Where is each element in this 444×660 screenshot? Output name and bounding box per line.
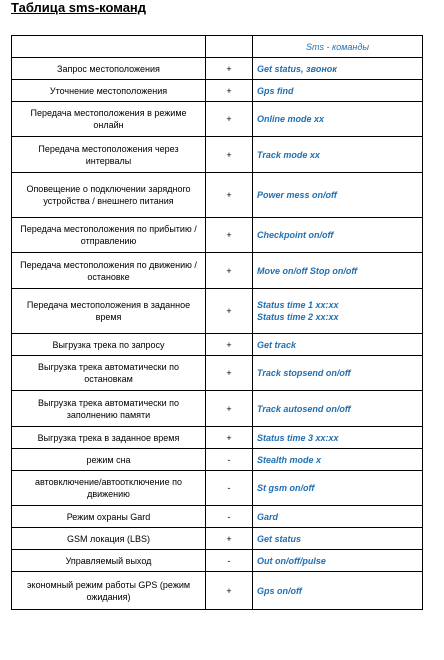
row-description: Управляемый выход xyxy=(12,550,206,572)
row-command xyxy=(253,528,423,550)
command-text: Move on/off Stop on/off xyxy=(257,265,358,276)
table-row xyxy=(12,173,423,218)
row-description: Выгрузка трека автоматически по заполнению памяти xyxy=(12,391,206,427)
row-support-mark: - xyxy=(206,550,253,572)
table-row xyxy=(12,356,423,391)
row-support-mark: + xyxy=(206,572,253,610)
row-command xyxy=(253,391,423,427)
row-support-mark: + xyxy=(206,218,253,253)
header-mark-cell xyxy=(206,36,253,58)
command-text: Status time 2 xx:xx xyxy=(257,312,339,322)
row-command xyxy=(253,137,423,173)
table-row xyxy=(12,391,423,427)
row-support-mark: + xyxy=(206,137,253,173)
row-description: Передача местоположения через интервалы xyxy=(12,137,206,173)
row-description: Выгрузка трека автоматически по остановкам xyxy=(12,356,206,391)
row-command xyxy=(253,334,423,356)
command-text: Track autosend on/off xyxy=(257,403,351,414)
row-description: Выгрузка трека в заданное время xyxy=(12,427,206,449)
command-text: St gsm on/off xyxy=(257,483,315,493)
row-support-mark: + xyxy=(206,173,253,218)
row-command xyxy=(253,102,423,137)
row-support-mark: - xyxy=(206,471,253,506)
command-text: Get track xyxy=(257,339,297,350)
table-row xyxy=(12,550,423,572)
table-row xyxy=(12,506,423,528)
row-description: Оповещение о подключении зарядного устройства / внешнего питания xyxy=(12,173,206,218)
row-support-mark: - xyxy=(206,449,253,471)
command-text: Track mode xx xyxy=(257,149,320,160)
row-support-mark: + xyxy=(206,58,253,80)
row-support-mark: + xyxy=(206,80,253,102)
row-description: GSM локация (LBS) xyxy=(12,528,206,550)
command-text: Get status xyxy=(257,533,302,544)
row-command xyxy=(253,356,423,391)
command-text: Out on/off/pulse xyxy=(257,555,326,566)
row-description: Выгрузка трека по запросу xyxy=(12,334,206,356)
command-text: Gard xyxy=(257,511,279,522)
table-row xyxy=(12,528,423,550)
row-command xyxy=(253,253,423,289)
row-command xyxy=(253,80,423,102)
row-command xyxy=(253,427,423,449)
row-support-mark: + xyxy=(206,289,253,334)
row-command xyxy=(253,289,423,334)
page-title: Таблица sms-команд xyxy=(11,0,147,15)
row-support-mark: + xyxy=(206,253,253,289)
row-command xyxy=(253,58,423,80)
row-support-mark: + xyxy=(206,427,253,449)
row-command xyxy=(253,572,423,610)
table-row xyxy=(12,58,423,80)
header-command-cell: Sms - команды xyxy=(253,36,423,58)
command-text: Checkpoint on/off xyxy=(257,230,334,240)
table-row xyxy=(12,137,423,173)
row-support-mark: + xyxy=(206,391,253,427)
table-row xyxy=(12,427,423,449)
row-description: Уточнение местоположения xyxy=(12,80,206,102)
row-support-mark: + xyxy=(206,528,253,550)
header-description-cell xyxy=(12,36,206,58)
table-row xyxy=(12,449,423,471)
row-command xyxy=(253,471,423,506)
table-row xyxy=(12,334,423,356)
row-description: режим сна xyxy=(12,449,206,471)
table-row xyxy=(12,102,423,137)
row-command xyxy=(253,449,423,471)
table-row xyxy=(12,80,423,102)
command-text: Get status, звонок xyxy=(257,63,337,74)
command-text: Online mode xx xyxy=(257,114,325,124)
sms-commands-table xyxy=(11,35,423,610)
row-support-mark: + xyxy=(206,356,253,391)
row-command xyxy=(253,550,423,572)
command-text: Power mess on/off xyxy=(257,190,337,200)
row-command xyxy=(253,218,423,253)
row-support-mark: + xyxy=(206,102,253,137)
table-row xyxy=(12,572,423,610)
row-description: Запрос местоположения xyxy=(12,58,206,80)
command-text: Status time 3 xx:xx xyxy=(257,432,339,443)
command-text: Track stopsend on/off xyxy=(257,368,351,378)
table-header-row xyxy=(12,36,423,58)
row-description: Передача местоположения в заданное время xyxy=(12,289,206,334)
row-command xyxy=(253,173,423,218)
row-command xyxy=(253,506,423,528)
command-text: Gps on/off xyxy=(257,585,302,596)
command-text: Gps find xyxy=(257,85,294,96)
row-support-mark: - xyxy=(206,506,253,528)
table-row xyxy=(12,289,423,334)
row-description: автовключение/автоотключение по движению xyxy=(12,471,206,506)
table-body xyxy=(12,36,423,610)
table-row xyxy=(12,253,423,289)
table-row xyxy=(12,471,423,506)
command-text: Status time 1 xx:xx xyxy=(257,300,339,310)
row-support-mark: + xyxy=(206,334,253,356)
row-description: Режим охраны Gard xyxy=(12,506,206,528)
table-row xyxy=(12,218,423,253)
command-text: Stealth mode x xyxy=(257,454,322,465)
row-description: Передача местоположения в режиме онлайн xyxy=(12,102,206,137)
row-description: Передача местоположения по прибытию / отправлению xyxy=(12,218,206,253)
row-description: Передача местоположения по движению / остановке xyxy=(12,253,206,289)
row-description: экономный режим работы GPS (режим ожидания) xyxy=(12,572,206,610)
